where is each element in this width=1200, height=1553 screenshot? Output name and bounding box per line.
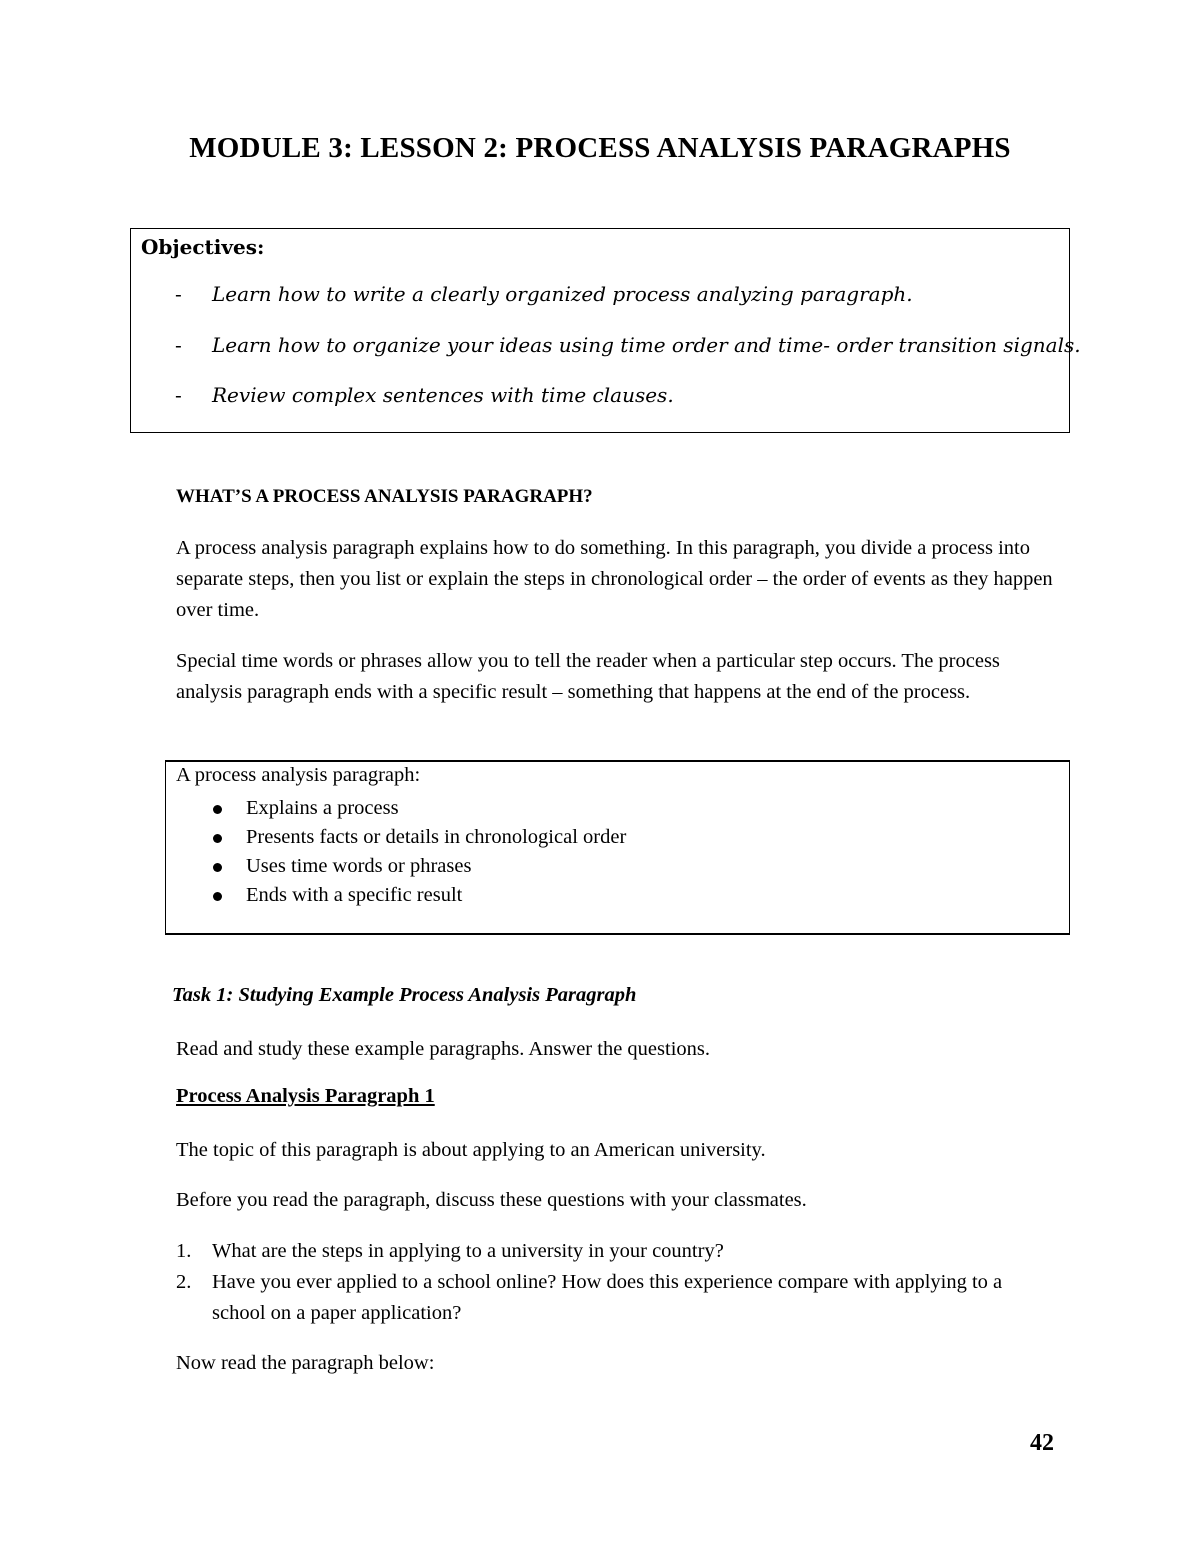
feature-text: Explains a process <box>246 797 399 819</box>
feature-text: Ends with a specific result <box>246 884 463 906</box>
feature-item <box>176 881 626 910</box>
dash-bullet: - <box>175 333 182 357</box>
question-text: What are the steps in applying to a university in your country? <box>212 1240 724 1262</box>
feature-text: Uses time words or phrases <box>246 855 472 877</box>
dash-bullet: - <box>175 282 182 306</box>
feature-text: Presents facts or details in chronological order <box>246 826 627 848</box>
features-box <box>165 760 1070 935</box>
objective-text: Learn how to organize your ideas using time order and time- order transition signals. <box>212 333 1081 357</box>
bullet-icon <box>213 892 222 901</box>
bullet-icon <box>213 805 222 814</box>
feature-item <box>176 794 626 823</box>
question-item <box>176 1267 1056 1329</box>
feature-item <box>176 823 626 852</box>
question-text: Have you ever applied to a school online? How does this experience compare with applying to a school on a paper application? <box>212 1271 1003 1324</box>
question-number: 2. <box>176 1271 192 1293</box>
topic-sentence: The topic of this paragraph is about applying to an American university. <box>176 1139 766 1161</box>
bullet-icon <box>213 863 222 872</box>
objectives-heading: Objectives: <box>141 235 265 259</box>
page-number: 42 <box>1030 1430 1054 1456</box>
time-words-paragraph: Special time words or phrases allow you to tell the reader when a particular step occurs. The process analysis paragraph ends with a specific result – something that happens at the end of the process. <box>176 650 1000 703</box>
closing-instruction: Now read the paragraph below: <box>176 1352 435 1374</box>
task-instruction: Read and study these example paragraphs. Answer the questions. <box>176 1038 711 1060</box>
objectives-box <box>130 228 1081 433</box>
objective-text: Learn how to write a clearly organized process analyzing paragraph. <box>212 282 913 306</box>
bullet-icon <box>213 834 222 843</box>
features-list <box>176 794 626 910</box>
paragraph-subheading: Process Analysis Paragraph 1 <box>176 1085 435 1107</box>
page-title: MODULE 3: LESSON 2: PROCESS ANALYSIS PARAGRAPHS <box>189 132 1011 164</box>
objective-text: Review complex sentences with time clauses. <box>212 383 674 407</box>
features-intro: A process analysis paragraph: <box>176 764 421 786</box>
question-item <box>176 1236 1056 1267</box>
dash-bullet: - <box>175 383 182 407</box>
task-heading: Task 1: Studying Example Process Analysis Paragraph <box>172 984 637 1006</box>
definition-paragraph: A process analysis paragraph explains how to do something. In this paragraph, you divide a process into separate steps, then you list or explain the steps in chronological order – the order of events as they happen over time. <box>176 537 1053 621</box>
question-list <box>176 1236 1056 1329</box>
discussion-prompt: Before you read the paragraph, discuss these questions with your classmates. <box>176 1189 807 1211</box>
section-heading: WHAT’S A PROCESS ANALYSIS PARAGRAPH? <box>176 486 593 507</box>
feature-item <box>176 852 626 881</box>
question-number: 1. <box>176 1240 192 1262</box>
